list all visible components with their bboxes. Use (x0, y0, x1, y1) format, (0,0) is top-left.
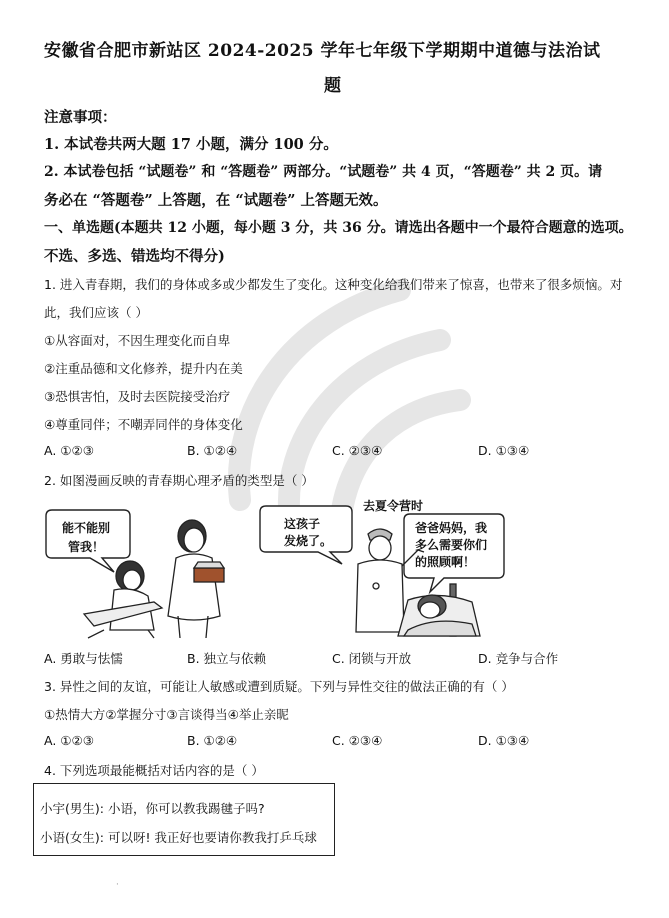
q1-option-c[interactable]: C. ②③④ (332, 443, 383, 458)
notice-heading: 注意事项： (44, 109, 117, 126)
q1-option-b[interactable]: B. ①②④ (187, 443, 238, 458)
q3-stem: 3. 异性之间的友谊，可能让人敏感或遭到质疑。下列与异性交往的做法正确的有（ ） (44, 679, 514, 694)
footer-mark: · (116, 880, 119, 890)
q4-dialog-line2: 小语(女生): 可以呀! 我正好也要请你教我打乒乓球 (40, 830, 317, 845)
section1-heading-line2: 不选、多选、错选均不得分) (44, 248, 225, 265)
q3-items: ①热情大方②掌握分寸③言谈得当④举止亲昵 (44, 707, 289, 722)
mother-figure (168, 520, 224, 638)
q2-option-c[interactable]: C. 闭锁与开放 (332, 651, 412, 666)
sick-child-figure (398, 584, 480, 636)
q4-dialog-line1: 小宇(男生): 小语，你可以教我踢毽子吗? (40, 801, 265, 816)
q4-stem: 4. 下列选项最能概括对话内容的是（ ） (44, 763, 264, 778)
notice-item-2-line2: 务必在 “答题卷” 上答题，在 “试题卷” 上答题无效。 (44, 192, 388, 209)
q1-item-1: ①从容面对，不因生理变化而自卑 (44, 333, 231, 348)
q3-option-d[interactable]: D. ①③④ (478, 733, 530, 748)
q1-item-4: ④尊重同伴；不嘲弄同伴的身体变化 (44, 417, 243, 432)
exam-title-line1: 安徽省合肥市新站区 2024-2025 学年七年级下学期期中道德与法治试 (44, 41, 601, 61)
comic-right-bubble1-line1: 这孩子 (284, 517, 321, 531)
q3-option-b[interactable]: B. ①②④ (187, 733, 238, 748)
comic-right-bubble1-line2: 发烧了。 (284, 534, 333, 548)
q1-stem-line2: 此，我们应该（ ） (44, 305, 148, 320)
q2-option-d[interactable]: D. 竞争与合作 (478, 651, 559, 666)
comic-left-bubble-line1: 能不能别 (62, 521, 111, 535)
comic-right-caption: 去夏令营时 (363, 499, 424, 513)
q3-option-a[interactable]: A. ①②③ (44, 733, 94, 748)
girl-figure (84, 561, 162, 638)
q1-stem-line1: 1. 进入青春期，我们的身体或多或少都发生了变化。这种变化给我们带来了惊喜，也带来了很多烦恼。对 (44, 277, 623, 292)
notice-item-1: 1. 本试卷共两大题 17 小题，满分 100 分。 (44, 136, 338, 153)
comic-right-bubble2-line2: 多么需要你们 (415, 538, 488, 552)
q2-option-a[interactable]: A. 勇敢与怯懦 (44, 651, 123, 666)
exam-title-line2: 题 (324, 76, 342, 96)
q3-option-c[interactable]: C. ②③④ (332, 733, 383, 748)
comic-right-bubble2-line3: 的照顾啊！ (415, 555, 476, 569)
q1-item-3: ③恐惧害怕，及时去医院接受治疗 (44, 389, 231, 404)
q2-option-b[interactable]: B. 独立与依赖 (187, 651, 267, 666)
q1-option-d[interactable]: D. ①③④ (478, 443, 530, 458)
section1-heading-line1: 一、单选题(本题共 12 小题，每小题 3 分，共 36 分。请选出各题中一个最符合题意的选项。 (44, 220, 633, 236)
q2-stem: 2. 如图漫画反映的青春期心理矛盾的类型是（ ） (44, 473, 314, 488)
q1-option-a[interactable]: A. ①②③ (44, 443, 94, 458)
comic-right-bubble2-line1: 爸爸妈妈，我 (415, 521, 488, 535)
notice-item-2-line1: 2. 本试卷包括 “试题卷” 和 “答题卷” 两部分。“试题卷” 共 4 页，“答题卷” 共 2 页。请 (44, 164, 603, 180)
q1-item-2: ②注重品德和文化修养，提升内在美 (44, 361, 243, 376)
comic-left-bubble-line2: 管我！ (68, 540, 105, 554)
